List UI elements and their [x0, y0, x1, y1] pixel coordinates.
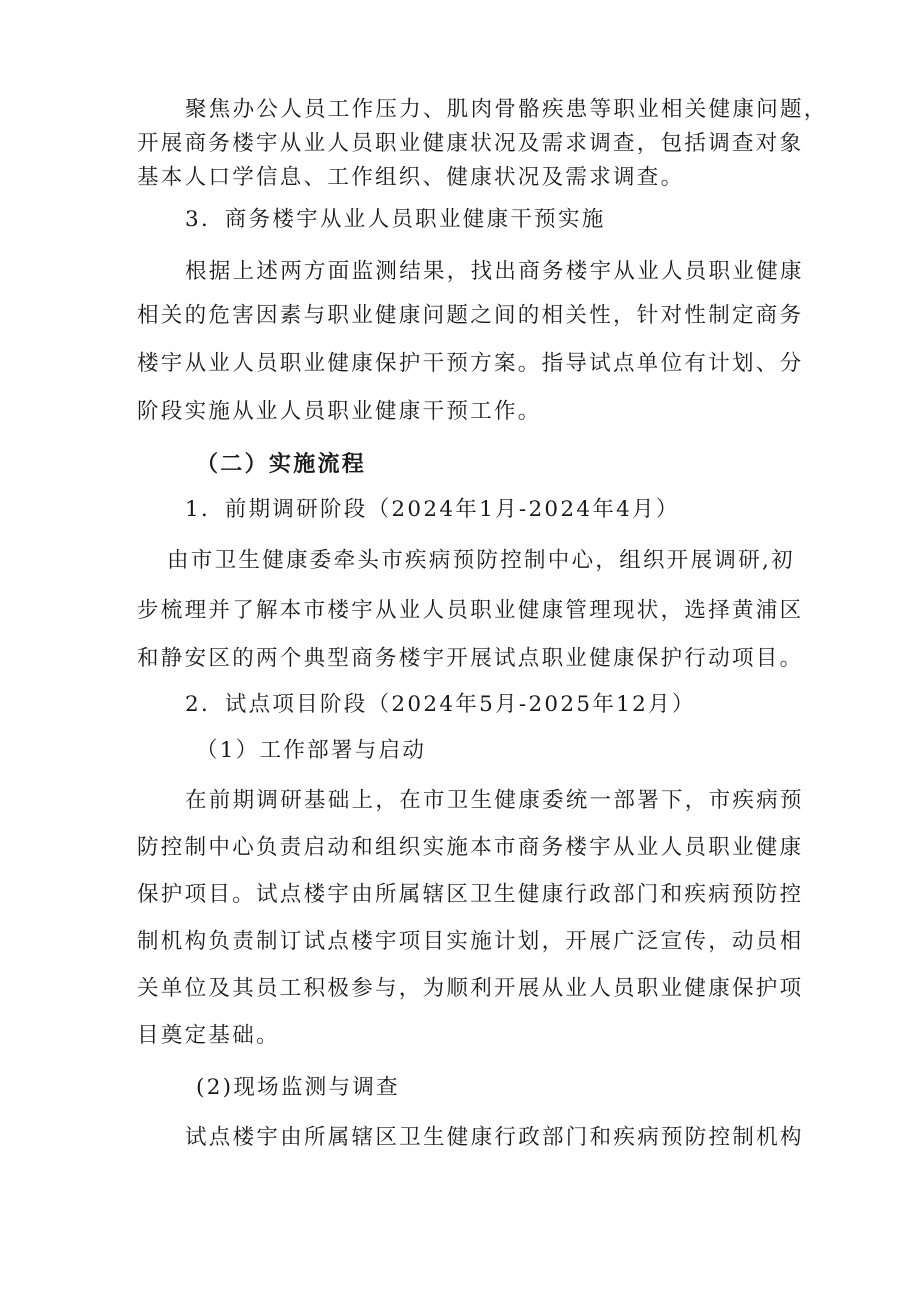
paragraph-line-4: 根据上述两方面监测结果，找出商务楼宇从业人员职业健康	[185, 259, 804, 284]
section-heading-3: 3．商务楼宇从业人员职业健康干预实施	[185, 207, 606, 232]
paragraph-line-5: 相关的危害因素与职业健康问题之间的相关性，针对性制定商务	[137, 303, 804, 328]
paragraph-line-6: 楼宇从业人员职业健康保护干预方案。指导试点单位有计划、分	[137, 351, 804, 376]
paragraph-line-13: 保护项目。试点楼宇由所属辖区卫生健康行政部门和疾病预防控	[137, 882, 804, 907]
paragraph-line-15: 关单位及其员工积极参与，为顺利开展从业人员职业健康保护项	[137, 976, 804, 1001]
paragraph-line-17: 试点楼宇由所属辖区卫生健康行政部门和疾病预防控制机构	[185, 1125, 804, 1150]
stage-heading-2: 2．试点项目阶段（2024年5月-2025年12月）	[185, 692, 696, 717]
section-heading-2: （二）实施流程	[196, 451, 367, 477]
paragraph-line-16: 目奠定基础。	[137, 1023, 280, 1048]
paragraph-line-9: 步梳理并了解本市楼宇从业人员职业健康管理现状，选择黄浦区	[137, 598, 804, 623]
sub-heading-2: (2)现场监测与调查	[196, 1075, 400, 1100]
paragraph-line-14: 制机构负责制订试点楼宇项目实施计划，开展广泛宣传，动员相	[137, 929, 804, 954]
paragraph-line-11: 在前期调研基础上，在市卫生健康委统一部署下，市疾病预	[185, 788, 804, 813]
paragraph-line-1: 聚焦办公人员工作压力、肌肉骨骼疾患等职业相关健康问题，	[185, 97, 828, 122]
paragraph-line-10: 和静安区的两个典型商务楼宇开展试点职业健康保护行动项目。	[137, 646, 804, 671]
paragraph-line-8: 由市卫生健康委牵头市疾病预防控制中心，组织开展调研,初	[167, 548, 795, 573]
stage-heading-1: 1．前期调研阶段（2024年1月-2024年4月）	[185, 497, 680, 522]
paragraph-line-12: 防控制中心负责启动和组织实施本市商务楼宇从业人员职业健康	[137, 835, 804, 860]
paragraph-line-2: 开展商务楼宇从业人员职业健康状况及需求调查，包括调查对象	[137, 131, 804, 156]
paragraph-line-7: 阶段实施从业人员职业健康干预工作。	[137, 399, 542, 424]
sub-heading-1: （1）工作部署与启动	[196, 738, 427, 763]
paragraph-line-3: 基本人口学信息、工作组织、健康状况及需求调查。	[137, 165, 685, 190]
